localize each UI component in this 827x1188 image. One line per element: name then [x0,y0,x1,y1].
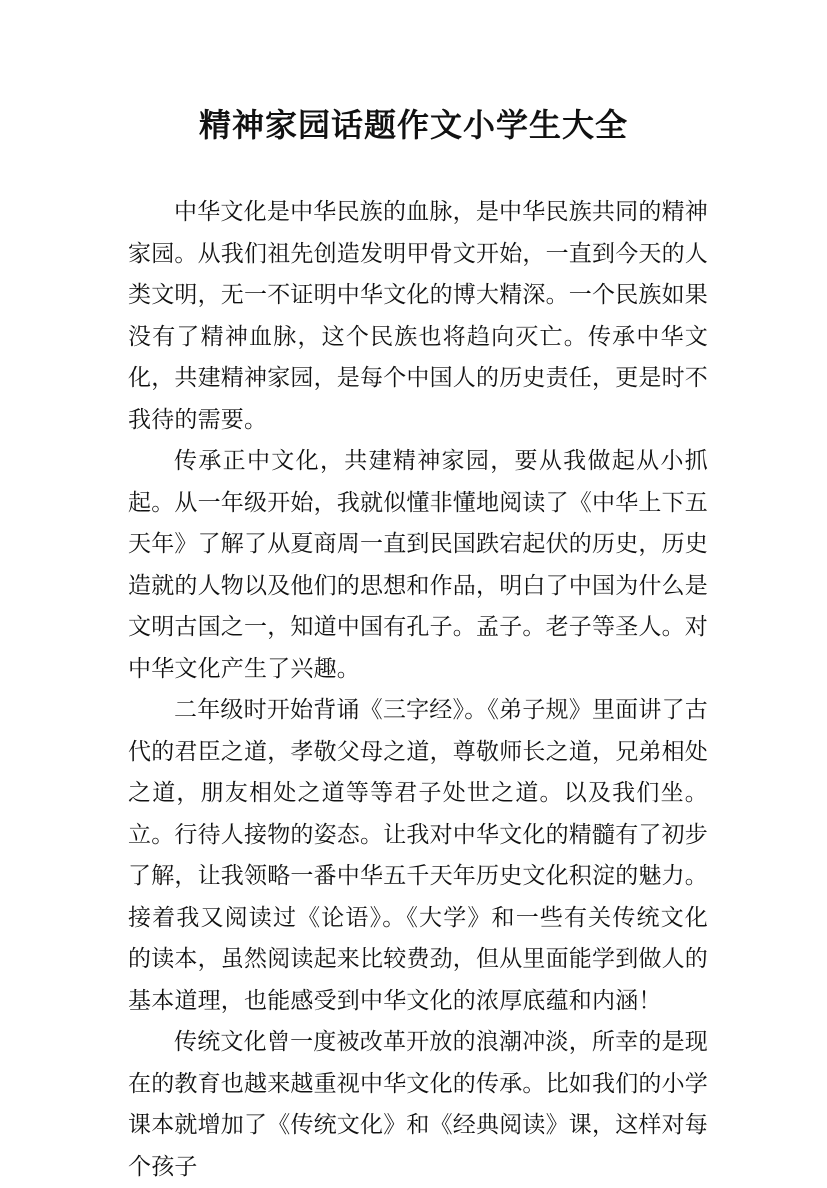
paragraph: 传承正中文化，共建精神家园，要从我做起从小抓起。从一年级开始，我就似懂非懂地阅读了《中华上下五天年》了解了从夏商周一直到民国跌宕起伏的历史，历史造就的人物以及他们的思想和作品，明白了中国为什么是文明古国之一，知道中国有孔子。孟子。老子等圣人。对中华文化产生了兴趣。 [128,448,708,682]
document-title: 精神家园话题作文小学生大全 [198,106,628,144]
paragraph: 二年级时开始背诵《三字经》。《弟子规》里面讲了古代的君臣之道，孝敬父母之道，尊敬师长之道，兄弟相处之道，朋友相处之道等等君子处世之道。以及我们坐。立。行待人接物的姿态。让我对中华文化的精髓有了初步了解，让我领略一番中华五千天年历史文化积淀的魅力。接着我又阅读过《论语》。《大学》和一些有关传统文化的读本，虽然阅读起来比较费劲，但从里面能学到做人的基本道理，也能感受到中华文化的浓厚底蕴和内涵！ [128,697,708,1014]
document-body [128,192,708,1188]
paragraph: 中华文化是中华民族的血脉，是中华民族共同的精神家园。从我们祖先创造发明甲骨文开始，一直到今天的人类文明，无一不证明中华文化的博大精深。一个民族如果没有了精神血脉，这个民族也将趋向灭亡。传承中华文化，共建精神家园，是每个中国人的历史责任，更是时不我待的需要。 [128,199,708,433]
paragraph: 传统文化曾一度被改革开放的浪潮冲淡，所幸的是现在的教育也越来越重视中华文化的传承。比如我们的小学课本就增加了《传统文化》和《经典阅读》课，这样对每个孩子 [128,1029,708,1180]
